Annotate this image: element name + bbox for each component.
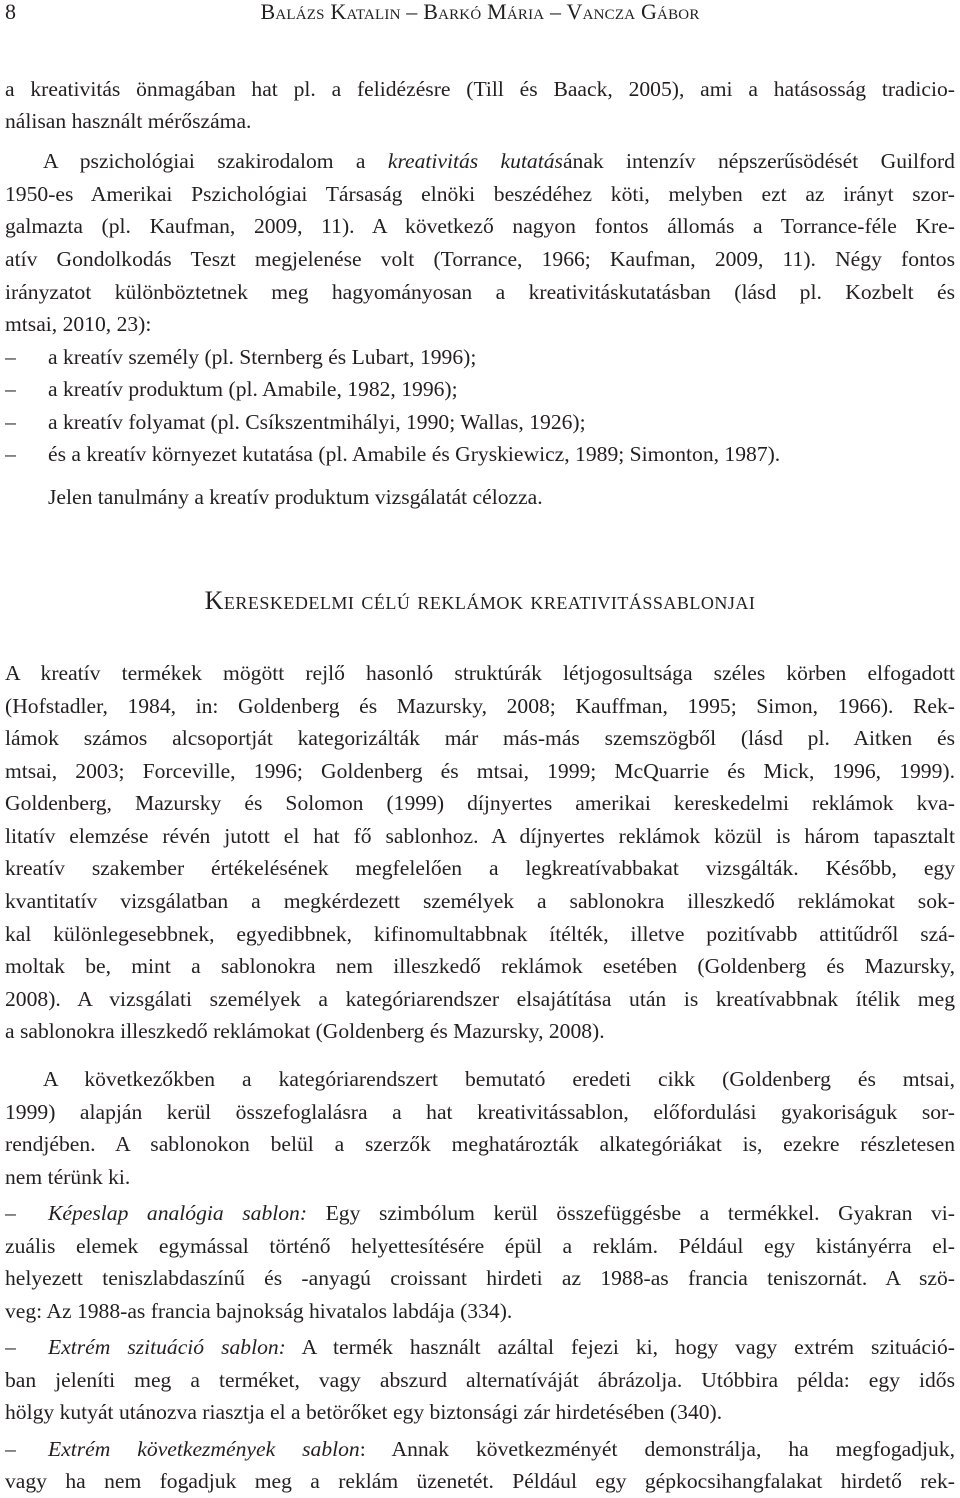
list-item: – a kreatív folyamat (pl. Csíkszentmihályi, 1990; Wallas, 1926);: [5, 406, 955, 439]
template-term: Extrém következmények sablon: [48, 1437, 360, 1461]
dash-bullet: –: [5, 442, 16, 466]
list-item: – és a kreatív környezet kutatása (pl. Amabile és Gryskiewicz, 1989; Simonton, 1987).: [5, 438, 955, 471]
dash-bullet: –: [5, 345, 16, 369]
body-line: zuális elemek egymással történő helyettesítésére épül a reklám. Például egy kistányérra el-: [5, 1234, 955, 1258]
closing-line: Jelen tanulmány a kreatív produktum vizsgálatát célozza.: [48, 485, 543, 509]
body-line: moltak be, mint a sablonokra nem illeszkedő reklámok esetében (Goldenberg és Mazursky,: [5, 954, 955, 978]
body-line: A kreatív termékek mögött rejlő hasonló struktúrák létjogosultsága széles körben elfogadott: [5, 661, 955, 685]
body-line: A következőkben a kategóriarendszert bemutató eredeti cikk (Goldenberg és mtsai,: [43, 1067, 955, 1091]
list-item: – a kreatív produktum (pl. Amabile, 1982, 1996);: [5, 373, 955, 406]
body-line: atív Gondolkodás Teszt megjelenése volt (Torrance, 1966; Kaufman, 2009, 11). Négy fontos: [5, 247, 955, 271]
body-line: a sablonokra illeszkedő reklámokat (Goldenberg és Mazursky, 2008).: [5, 1019, 605, 1043]
body-line: lámok számos alcsoportját kategorizálták már más-más szemszögből (lásd pl. Aitken és: [5, 726, 955, 750]
running-head: [5, 0, 955, 40]
body-line: litatív elemzése révén jutott el hat fő sablonhoz. A díjnyertes reklámok közül is három tapasztalt: [5, 824, 955, 848]
body-line: 1999) alapján kerül összefoglalásra a hat kreativitássablon, előfordulási gyakoriságuk sor-: [5, 1100, 955, 1124]
body-line: mtsai, 2010, 23):: [5, 312, 152, 336]
running-title: Balázs Katalin – Barkó Mária – Vancza Gábor: [260, 0, 700, 24]
dash-bullet: –: [5, 377, 16, 401]
body-line: veg: Az 1988-as francia bajnokság hivatalos labdája (334).: [5, 1299, 513, 1323]
template-term: Képeslap analógia sablon:: [48, 1201, 308, 1225]
body-line: irányzatot különböztetnek meg hagyományosan a kreativitáskutatásban (lásd pl. Kozbelt és: [5, 280, 955, 304]
body-line: 1950-es Amerikai Pszichológiai Társaság elnöki beszédéhez köti, melyben ezt az irányt szor-: [5, 182, 955, 206]
emphasis: kreativitás kutatás: [387, 149, 563, 173]
body-line: ban jeleníti meg a terméket, vagy abszurd alternatíváját ábrázolja. Utóbbira példa: egy idős: [5, 1368, 955, 1392]
template-item: – Képeslap analógia sablon: Egy szimbólum kerül összefüggésbe a termékkel. Gyakran vi-: [5, 1197, 955, 1230]
template-item: – Extrém szituáció sablon: A termék használt azáltal fejezi ki, hogy vagy extrém szituáció-: [5, 1331, 955, 1364]
list-item: – a kreatív személy (pl. Sternberg és Lubart, 1996);: [5, 341, 955, 374]
body-line: kvantitatív vizsgálatban a megkérdezett személyek a sablonokra illeszkedő reklámokat sok-: [5, 889, 955, 913]
body-line: 2008). A vizsgálati személyek a kategóriarendszer elsajátítása után is kreatívabbnak ítélik meg: [5, 987, 955, 1011]
body-line: vagy ha nem fogadjuk meg a reklám üzenetét. Például egy gépkocsihangfalakat hirdető rek-: [5, 1469, 955, 1493]
body-line: a kreativitás önmagában hat pl. a felidézésre (Till és Baack, 2005), ami a hatásosság tradicio-: [5, 77, 955, 101]
body-line: kal különlegesebbnek, egyedibbnek, kifinomultabbnak ítélték, illetve pozitívabb attitűdről szá-: [5, 922, 955, 946]
body-line: helyezett teniszlabdaszínű és -anyagú croissant hirdeti az 1988-as francia teniszornát. A szö-: [5, 1266, 955, 1290]
dash-bullet: –: [5, 1437, 16, 1461]
body-line: nálisan használt mérőszáma.: [5, 109, 252, 133]
body-line: rendjében. A sablonokon belül a szerzők meghatározták alkategóriákat is, ezekre részletesen: [5, 1132, 955, 1156]
body-line: mtsai, 2003; Forceville, 1996; Goldenberg és mtsai, 1999; McQuarrie és Mick, 1996, 1999).: [5, 759, 955, 783]
body-line: kreatív szakember értékelésének megfelelően a legkreatívabbakat vizsgálták. Később, egy: [5, 856, 955, 880]
body-line: Goldenberg, Mazursky és Solomon (1999) díjnyertes amerikai kereskedelmi reklámok kva-: [5, 791, 955, 815]
template-item: – Extrém következmények sablon: Annak következményét demonstrálja, ha megfogadjuk,: [5, 1433, 955, 1466]
page: [5, 0, 955, 1493]
body-line: hölgy kutyát utánozva riasztja el a betörőket egy biztonsági zár hirdetésében (340).: [5, 1400, 723, 1424]
template-term: Extrém szituáció sablon:: [48, 1335, 286, 1359]
body-line: A pszichológiai szakirodalom a kreativitás kutatásának intenzív népszerűsödését Guilford: [43, 149, 955, 173]
page-number: 8: [5, 0, 16, 24]
dash-bullet: –: [5, 1335, 16, 1359]
dash-bullet: –: [5, 410, 16, 434]
section-heading: Kereskedelmi célú reklámok kreativitássablonjai: [204, 586, 756, 615]
body-line: galmazta (pl. Kaufman, 2009, 11). A következő nagyon fontos állomás a Torrance-féle Kre-: [5, 214, 955, 238]
body-line: (Hofstadler, 1984, in: Goldenberg és Mazursky, 2008; Kauffman, 1995; Simon, 1966). Rek-: [5, 694, 955, 718]
dash-bullet: –: [5, 1201, 16, 1225]
body-line: nem térünk ki.: [5, 1165, 131, 1189]
